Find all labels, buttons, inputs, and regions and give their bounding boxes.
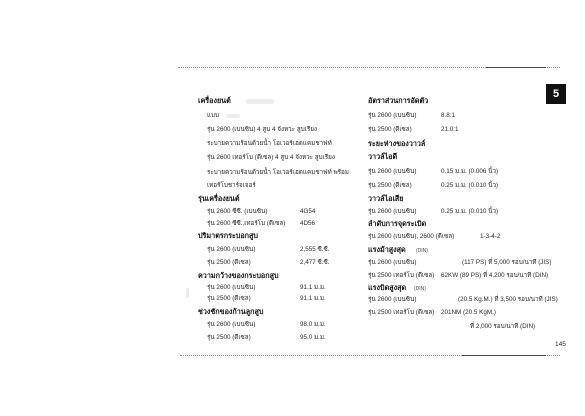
scan-smudge — [186, 288, 189, 298]
spec-row-value: 62KW (89 PS) ที่ 4,200 รอบ/นาที (DIN) — [441, 272, 549, 279]
section-heading: ความกว้างของกระบอกสูบ — [198, 271, 279, 280]
spec-row-value: 0.15 ม.ม. (0.006 นิ้ว) — [441, 168, 499, 175]
spec-row-label: รุ่น 2600 (เบนซิน) — [368, 168, 417, 175]
spec-row-label: รุ่น 2600 (เบนซิน) — [207, 246, 256, 253]
spec-row-label: รุ่น 2500 เทอร์โบ (ดีเซล) — [368, 272, 435, 279]
spec-row-value: 8.8:1 — [441, 112, 456, 119]
engine-spec-line: รุ่น 2600 เทอร์โบ (ดีเซล) 4 สูบ 4 จังหวะ สูบเรียง — [207, 154, 335, 161]
spec-row-value: 2,555 ซี.ซี. — [300, 246, 330, 253]
spec-row-continuation: ที่ 2,000 รอบ/นาที (DIN) — [470, 323, 536, 330]
spec-row-label: รุ่น 2600 (เบนซิน) — [368, 259, 417, 266]
spec-row-value: 95.0 ม.ม. — [300, 334, 326, 341]
spec-row-value: 98.0 ม.ม. — [300, 321, 326, 328]
spec-row-value: (20.5 Kg.M.) ที่ 3,500 รอบ/นาที (JIS) — [458, 296, 558, 303]
section-heading: ลำดับการจุดระเบิด — [368, 219, 427, 228]
engine-type-label: แบบ — [207, 112, 220, 119]
engine-spec-line: ระบายความร้อนด้วยน้ำ โอเวอร์เฮดแคมชาฟท์ — [207, 140, 332, 147]
engine-heading: เครื่องยนต์ — [198, 96, 231, 105]
spec-row-label: รุ่น 2500 (ดีเซล) — [207, 295, 251, 302]
spec-row-label: รุ่น 2600 (เบนซิน) — [207, 284, 256, 291]
section-heading: วาวล์ไอเสีย — [368, 194, 404, 203]
spec-row-label: รุ่น 2500 (ดีเซล) — [207, 259, 251, 266]
spec-row-label: รุ่น 2600 (เบนซิน) — [368, 208, 417, 215]
spec-row-value: 4G54 — [300, 208, 316, 215]
section-heading: ปริมาตรกระบอกสูบ — [198, 231, 258, 240]
spec-row-label: รุ่น 2500 เทอร์โบ (ดีเซล) — [368, 309, 435, 316]
spec-row-value: 0.25 ม.ม. (0.010 นิ้ว) — [441, 182, 499, 189]
section-heading-note: (DIN) — [414, 286, 426, 292]
chapter-tab-label: 5 — [552, 88, 560, 100]
section-heading-note: (DIN) — [416, 248, 428, 254]
spec-row-label: รุ่น 2600 (เบนซิน) — [368, 112, 417, 119]
section-heading: วาวล์ไอดี — [368, 152, 398, 161]
section-heading: อัตราส่วนการอัดตัว — [368, 96, 429, 105]
scan-smudge — [226, 114, 240, 118]
section-heading: ช่วงชักของก้านลูกสูบ — [198, 307, 264, 316]
scan-smudge — [246, 99, 274, 104]
spec-row-value: 21.0:1 — [441, 126, 459, 133]
spec-row-value: 201NM (20.5 KgM.) — [441, 309, 496, 316]
spec-row-label: รุ่น 2600 (เบนซิน), 2600 (ดีเซล) — [368, 233, 455, 240]
engine-spec-line: รุ่น 2600 (เบนซิน) 4 สูบ 4 จังหวะ สูบเรียง — [207, 126, 317, 133]
section-heading: รุ่นเครื่องยนต์ — [198, 194, 240, 203]
spec-row-value: 4D56 — [300, 220, 316, 227]
bottom-rule-dark-segment — [462, 355, 546, 356]
spec-row-label: รุ่น 2600 ซีซี.,เทอร์โบ (ดีเซล) — [207, 220, 286, 227]
spec-row-value: 2,477 ซี.ซี. — [300, 259, 330, 266]
spec-row-value: 91.1 ม.ม. — [300, 295, 326, 302]
section-heading: ระยะห่างของวาวล์ — [368, 139, 426, 148]
section-heading: แรงม้าสูงสุด — [368, 245, 406, 254]
spec-row-value: 91.1 ม.ม. — [300, 284, 326, 291]
top-rule-dark-segment — [486, 67, 546, 68]
spec-row-value: 0.25 ม.ม. (0.010 นิ้ว) — [441, 208, 499, 215]
section-heading: แรงบิดสูงสุด — [368, 283, 407, 292]
spec-row-label: รุ่น 2500 (ดีเซล) — [368, 182, 412, 189]
page-number: 145 — [555, 341, 566, 348]
engine-spec-line: เทอร์โบชาร์จเจอร์ — [207, 182, 256, 189]
spec-row-value: 1-3-4-2 — [480, 233, 501, 240]
spec-row-value: (117 PS) ที่ 5,000 รอบ/นาที (JIS) — [462, 259, 552, 266]
engine-spec-line: ระบายความร้อนด้วยน้ำ โอเวอร์เฮดแคมชาฟท์ พร้อม — [207, 169, 349, 176]
spec-row-label: รุ่น 2600 ซีซี. (เบนซิน) — [207, 208, 268, 215]
spec-row-label: รุ่น 2500 (ดีเซล) — [207, 334, 251, 341]
spec-row-label: รุ่น 2500 (ดีเซล) — [368, 126, 412, 133]
spec-row-label: รุ่น 2600 (เบนซิน) — [368, 296, 417, 303]
chapter-tab — [546, 84, 566, 104]
spec-row-label: รุ่น 2600 (เบนซิน) — [207, 321, 256, 328]
